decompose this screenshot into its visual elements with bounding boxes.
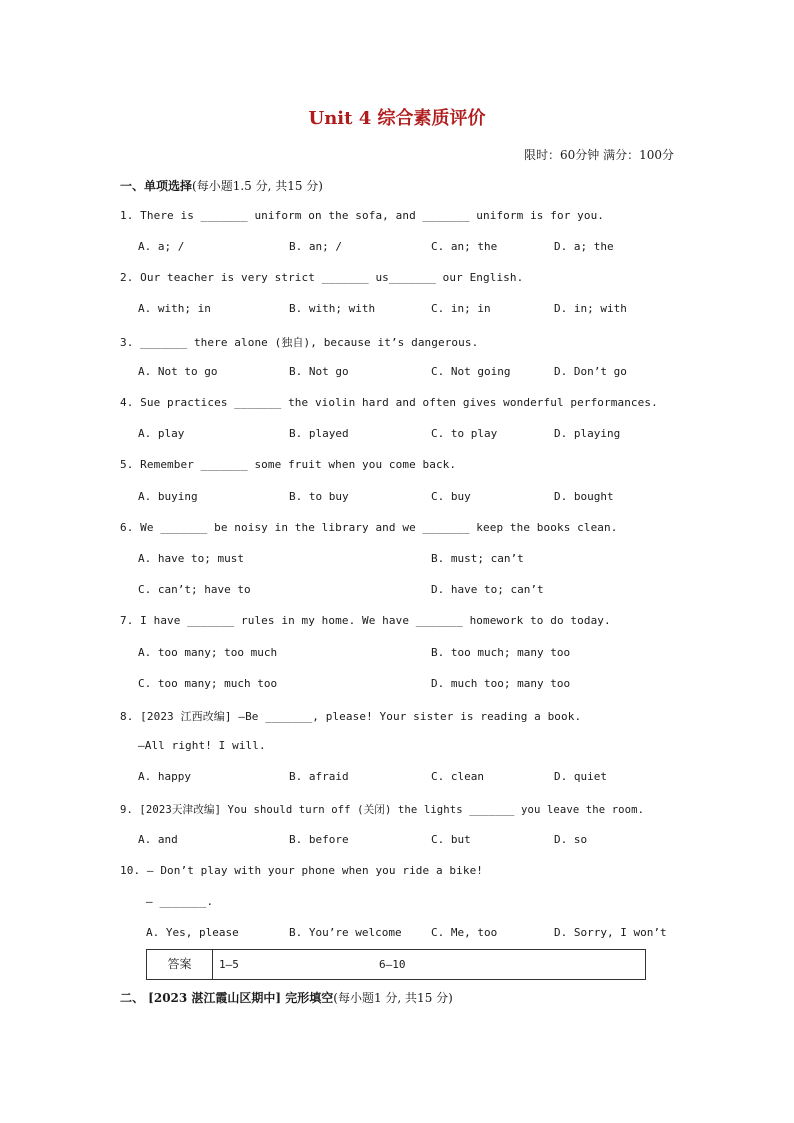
option-1b: B. an; /: [289, 240, 342, 253]
answer-range-2: 6—10: [379, 958, 406, 971]
option-7a: A. too many; too much: [138, 646, 278, 659]
option-7c: C. too many; much too: [138, 677, 278, 690]
option-6a: A. have to; must: [138, 552, 244, 565]
option-3b: B. Not go: [289, 365, 349, 378]
option-10d: D. Sorry, I won’t: [554, 926, 667, 939]
section-2-note: (每小题1 分, 共15 分): [333, 991, 453, 1005]
option-6b: B. must; can’t: [431, 552, 524, 565]
question-8-reply: —All right! I will.: [138, 739, 266, 752]
section-1-heading: [120, 177, 323, 194]
option-5c: C. buy: [431, 490, 471, 503]
option-4a: A. play: [138, 427, 185, 440]
question-9: 9. [2023天津改编] You should turn off (关闭) the lights _______ you leave the room.: [120, 804, 645, 816]
option-5a: A. buying: [138, 490, 198, 503]
question-2: 2. Our teacher is very strict _______ us_______ our English.: [120, 271, 524, 284]
option-3c: C. Not going: [431, 365, 511, 378]
option-2a: A. with; in: [138, 302, 211, 315]
option-5b: B. to buy: [289, 490, 349, 503]
question-10-reply: — _______.: [146, 895, 214, 908]
answer-label: 答案: [147, 950, 213, 979]
page-title: Unit 4 综合素质评价: [308, 108, 486, 129]
option-3d: D. Don’t go: [554, 365, 627, 378]
option-2d: D. in; with: [554, 302, 627, 315]
option-3a: A. Not to go: [138, 365, 218, 378]
option-6d: D. have to; can’t: [431, 583, 544, 596]
option-9a: A. and: [138, 833, 178, 846]
option-9c: C. but: [431, 833, 471, 846]
answer-table: [146, 949, 646, 980]
option-7d: D. much too; many too: [431, 677, 571, 690]
question-7: 7. I have _______ rules in my home. We have _______ homework to do today.: [120, 614, 611, 627]
section-1-title: 一、单项选择: [120, 179, 193, 193]
option-9d: D. so: [554, 833, 588, 846]
option-9b: B. before: [289, 833, 349, 846]
option-5d: D. bought: [554, 490, 614, 503]
time-limit: 限时：60分钟 满分：100分: [524, 148, 674, 162]
option-4d: D. playing: [554, 427, 621, 440]
option-8c: C. clean: [431, 770, 484, 783]
question-8: 8. [2023 江西改编] —Be _______, please! Your sister is reading a book.: [120, 710, 582, 723]
option-4b: B. played: [289, 427, 349, 440]
section-2-title: 二、 [2023 湛江霞山区期中] 完形填空: [120, 991, 334, 1005]
option-7b: B. too much; many too: [431, 646, 571, 659]
section-2-heading: [120, 989, 453, 1006]
option-8b: B. afraid: [289, 770, 349, 783]
answer-range-1: 1—5: [219, 958, 239, 971]
option-10c: C. Me, too: [431, 926, 498, 939]
option-2b: B. with; with: [289, 302, 376, 315]
option-1d: D. a; the: [554, 240, 614, 253]
option-10a: A. Yes, please: [146, 926, 239, 939]
option-8a: A. happy: [138, 770, 191, 783]
question-5: 5. Remember _______ some fruit when you come back.: [120, 458, 457, 471]
section-1-note: (每小题1.5 分, 共15 分): [192, 179, 323, 193]
option-1a: A. a; /: [138, 240, 185, 253]
option-6c: C. can’t; have to: [138, 583, 251, 596]
question-10: 10. — Don’t play with your phone when you ride a bike!: [120, 864, 484, 877]
option-4c: C. to play: [431, 427, 498, 440]
question-3: 3. _______ there alone (独自), because it’s dangerous.: [120, 336, 479, 349]
option-2c: C. in; in: [431, 302, 491, 315]
option-10b: B. You’re welcome: [289, 926, 402, 939]
question-6: 6. We _______ be noisy in the library and we _______ keep the books clean.: [120, 521, 618, 534]
option-8d: D. quiet: [554, 770, 607, 783]
question-1: 1. There is _______ uniform on the sofa, and _______ uniform is for you.: [120, 209, 605, 222]
option-1c: C. an; the: [431, 240, 498, 253]
question-4: 4. Sue practices _______ the violin hard and often gives wonderful performances.: [120, 396, 658, 409]
